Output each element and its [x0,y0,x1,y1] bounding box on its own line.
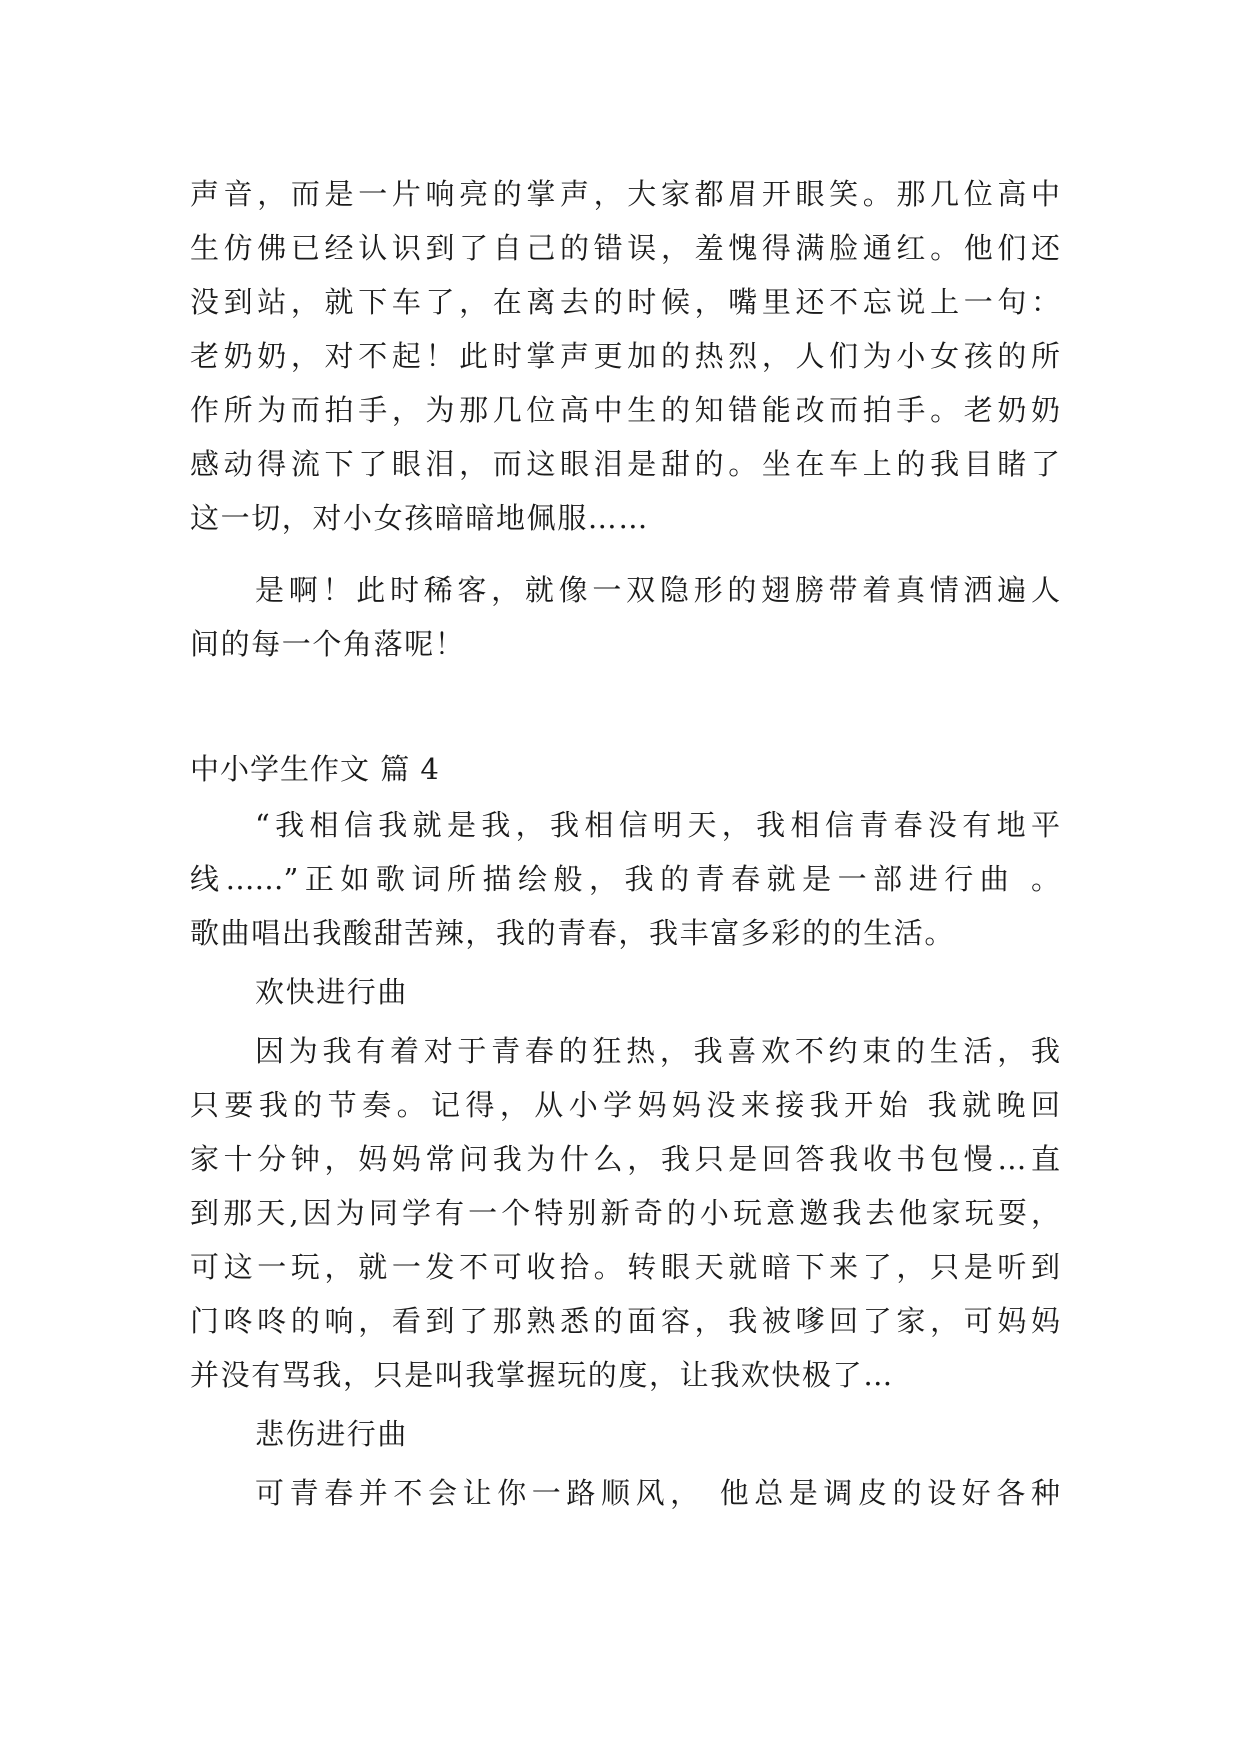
paragraph-line: 作所为而拍手，为那几位高中生的知错能改而拍手。老奶奶 [190,393,1060,427]
paragraph-line: 到那天,因为同学有一个特别新奇的小玩意邀我去他家玩耍， [190,1196,1060,1230]
paragraph-line: 只要我的节奏。记得，从小学妈妈没来接我开始 我就晚回 [190,1088,1060,1122]
paragraph-line: 因为我有着对于青春的狂热，我喜欢不约束的生活，我 [255,1034,1060,1068]
paragraph-line: 间的每一个角落呢！ [190,627,466,661]
paragraph-line: 这一切，对小女孩暗暗地佩服…… [190,501,650,535]
paragraph-line: 是啊！此时稀客，就像一双隐形的翅膀带着真情洒遍人 [255,573,1060,607]
paragraph-line: “我相信我就是我，我相信明天，我相信青春没有地平 [255,808,1060,842]
paragraph-line: 声音，而是一片响亮的掌声，大家都眉开眼笑。那几位高中 [190,177,1060,211]
paragraph-line: 没到站，就下车了，在离去的时候，嘴里还不忘说上一句： [190,285,1060,319]
paragraph-line: 老奶奶，对不起！此时掌声更加的热烈，人们为小女孩的所 [190,339,1060,373]
paragraph-line: 家十分钟，妈妈常问我为什么，我只是回答我收书包慢…直 [190,1142,1060,1176]
paragraph-line: 感动得流下了眼泪，而这眼泪是甜的。坐在车上的我目睹了 [190,447,1060,481]
paragraph-line: 生仿佛已经认识到了自己的错误，羞愧得满脸通红。他们还 [190,231,1060,265]
subheading-sad-march: 悲伤进行曲 [255,1417,409,1451]
paragraph-line: 可这一玩，就一发不可收拾。转眼天就暗下来了，只是听到 [190,1250,1060,1284]
subheading-cheerful-march: 欢快进行曲 [255,975,409,1009]
paragraph-line: 门咚咚的响，看到了那熟悉的面容，我被嗲回了家，可妈妈 [190,1304,1060,1338]
paragraph-line: 可青春并不会让你一路顺风， 他总是调皮的设好各种 [255,1476,1060,1510]
paragraph-line: 歌曲唱出我酸甜苦辣，我的青春，我丰富多彩的的生活。 [190,916,956,950]
paragraph-line: 并没有骂我，只是叫我掌握玩的度，让我欢快极了… [190,1358,894,1392]
paragraph-line: 线……”正如歌词所描绘般，我的青春就是一部进行曲 。 [190,862,1060,896]
section-heading: 中小学生作文 篇 4 [190,752,440,786]
